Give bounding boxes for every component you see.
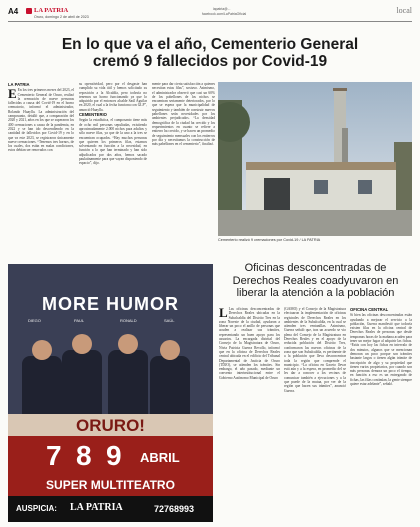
- article1-byline: LA PATRIA: [8, 82, 30, 87]
- page-header: [8, 6, 412, 20]
- article1-column-1: [8, 82, 74, 153]
- advert-sponsor-name: LA PATRIA: [70, 502, 123, 513]
- advert-sponsor-label: AUSPICIA:: [16, 504, 57, 513]
- advert-city: ORURO!: [76, 416, 145, 435]
- advert-name-3: RONALD: [120, 318, 137, 323]
- advert-name-2: PAUL: [74, 318, 85, 323]
- article2-dropcap: L: [219, 305, 228, 320]
- advert-date-2: 8: [76, 440, 92, 471]
- article2-col3-text: Si bien las oficinas desconcentradas están ayudando a mejorar el servicio a la población, Guerra manifestó que todavía existen filas en la oficina central de Derechos Reales de personas que desde tempranas horas de la mañana acuden para tener un mejor lugar al adquirir las fichas. “Estás con hoy las fichas en intervalo de dos minutos, algunos que se mencionan demoran un poco porque son trámites bastante largos o tienen algún trámite de inscripción de algo y su propiedad que tienen varios propietarios, por cuando son más personas demora un poco el tiempo, en función a eso es un entregando de fichas, las filas continúan, la gente siempre quiere estar adelante”, señaló.: [350, 313, 412, 387]
- dateline: Oruro, domingo 2 de abril de 2023: [34, 15, 89, 19]
- article2-column-2: [284, 307, 346, 393]
- article1-col2b-text: Según la estadística, el camposanto tiene más de ocho mil personas sepultadas, existiendo aproximadamente 2.000 nichos para adultos y sólo nueve filas, ya que de la uno a la tres se encuentran ocupados. “Hay muchos personas que quieren los primeros filas, estamos solventando en función a la necesidad, en función a lo que han terminado y han sido adjudicados por dos años, hemos sacado paulatinamente para que vayan disponiendo de espacio”, dijo.: [79, 118, 147, 166]
- article1-headline-line2: cremó 9 fallecidos por Covid-19: [92, 53, 328, 70]
- article1-photo: [218, 82, 412, 236]
- article2-col1-text: Las oficinas desconcentradas de Derechos Reales ubicadas en la Subalcaldía del Distrito Tres en la zona Noreste de la ciudad, ayudaron a liberar un poco el anillo de personas que acuden a realizar sus trámites, representando un buen apoyo para los usuarios. La encargada distrital del Consejo de la Magistratura de Oruro, Nivia Patricia Guerra Revollo, informó que en la oficina de Derechos Reales central ubicada en el edificio del Tribunal Departamental de Justicia de Oruro (TDJO), se atienden los trámites. Sin embargo, el año pasado, mediante un convenio interinstitucional entre el Gobierno Autónomo Municipal de Oruro: [219, 307, 280, 380]
- article2-headline-line3: liberar la atención a la población: [236, 287, 395, 300]
- advert-month: ABRIL: [140, 450, 180, 465]
- advert-name-4: SAÚL: [164, 318, 175, 323]
- section-label: local: [396, 6, 412, 15]
- article2-headline: [219, 262, 412, 300]
- article1-headline-line1: En lo que va el año, Cementerio General: [61, 36, 359, 53]
- article2-column-3: [350, 307, 412, 386]
- crematorium-photo: [218, 82, 412, 236]
- article1-col1-text: En los tres primeros meses del 2023, el Cementerio General de Oruro, realizó la cremación de nueve personas fallecidas a causa del Covid-19 en el horno crematorio, informó el administrador, Rolando Huaylla. La administración del camposanto, detalló que, a comparación del 2020 y 2021, años en los que se superaron los 400 cremaciones a causa de la pandemia, en 2022 y se han ido descendiendo en la cantidad de fallecidos por Covid-19 y en lo que va este 2023, se registraron únicamente nueve cremaciones. “Tenemos tres hornos, de los cuales, dos están en malas condiciones, estos debían ser renovados con: [8, 88, 74, 153]
- advert-venue: SUPER MULTITEATRO: [46, 478, 175, 492]
- article1-column-3: [152, 82, 215, 146]
- page-number: A4: [8, 7, 19, 16]
- advert-name-1: DIEGO: [28, 318, 41, 323]
- article1-dropcap: E: [8, 86, 17, 102]
- advert-date-3: 9: [106, 440, 122, 471]
- article2-headline-line2: Derechos Reales coadyuvaron en: [232, 274, 399, 287]
- advertisement: [8, 264, 213, 522]
- article2-col3-subhead: OFICINA CENTRAL: [350, 307, 389, 312]
- article1-col3-text: mente para dar cierta satisfacción a quienes necesitan estas filas”, sostuvo. Asimismo, el administrador observó que casi un 60% de los pabellones de los nichos se encuentran seriamente deteriorados, por lo que se espera que la municipalidad de seguimiento y también de construir nuevos pabellones seún necesidades por los ambientes perjudicados. “La densidad demográfica de la ciudad ha crecido y los requerimientos en cuanto se refiere a entierro ha crecido, y se hacen un promedio de seguimiento mensuales con los entierros por día y necesitamos la construcción de más pabellones en el cementerio”, finalizó.: [152, 82, 215, 147]
- advert-date-1: 7: [46, 440, 62, 471]
- header-rule: [8, 21, 412, 22]
- article1-column-2: [79, 82, 147, 166]
- article1-photo-caption: Cementerio realizó 9 cremaciones por Covid-19 / LA PATRIA: [218, 238, 321, 242]
- article1-subhead: CEMENTERIO: [79, 112, 107, 118]
- article2-col2-text: (GAMO) y el Consejo de la Magistratura efectuaron la implementación de oficinas registrales de Derechos Reales en los ambientes de la Subalcaldía, en la cual se atienden tres ventanillas. Asimismo, Guerra señaló que, tras un acuerdo se vio plena del Consejo de la Magistratura en Derechos Reales y en el apoyo de la reducida población del Distrito Tres, conformaron las nuevas oficinas de la zona que son Subalcaldía, es pertinente de a la población que lleva desconcentrar toda la región que comprende el municipio. “La oficina en Gaceto llevar está aún y a la espera, en promedio del se les dar a conocer a los vecinos de comunicar también a ejecuciones y a la que puede de la mutua, por ver de la región que hacen sus trámites”, anunció Guerra.: [284, 307, 346, 393]
- advert-phone: 72768993: [154, 504, 195, 514]
- newspaper-name: LA PATRIA: [34, 7, 69, 14]
- article2-column-1: [219, 307, 280, 380]
- article1-headline: [8, 36, 412, 70]
- article1-col2-text: su operatividad, pero por el desgaste han cumplido su vida útil y hemos solicitado su reposición a la Alcaldía, pero todavía no tenemos un horno funcionando ya que lo adquirido por el entonces alcalde Saúl Aguilar en 2020, el cual a la fecha funciona con GLP”, anunció Huaylla.: [79, 82, 147, 112]
- newspaper-logo-mark: [26, 8, 32, 14]
- contact-email: lapatria@...: [213, 7, 231, 11]
- article2-headline-line1: Oficinas desconcentradas de: [244, 262, 387, 274]
- advert-title: MORE HUMOR: [42, 294, 179, 314]
- contact-facebook: facebook.com/LaPatriaOficial: [202, 12, 247, 16]
